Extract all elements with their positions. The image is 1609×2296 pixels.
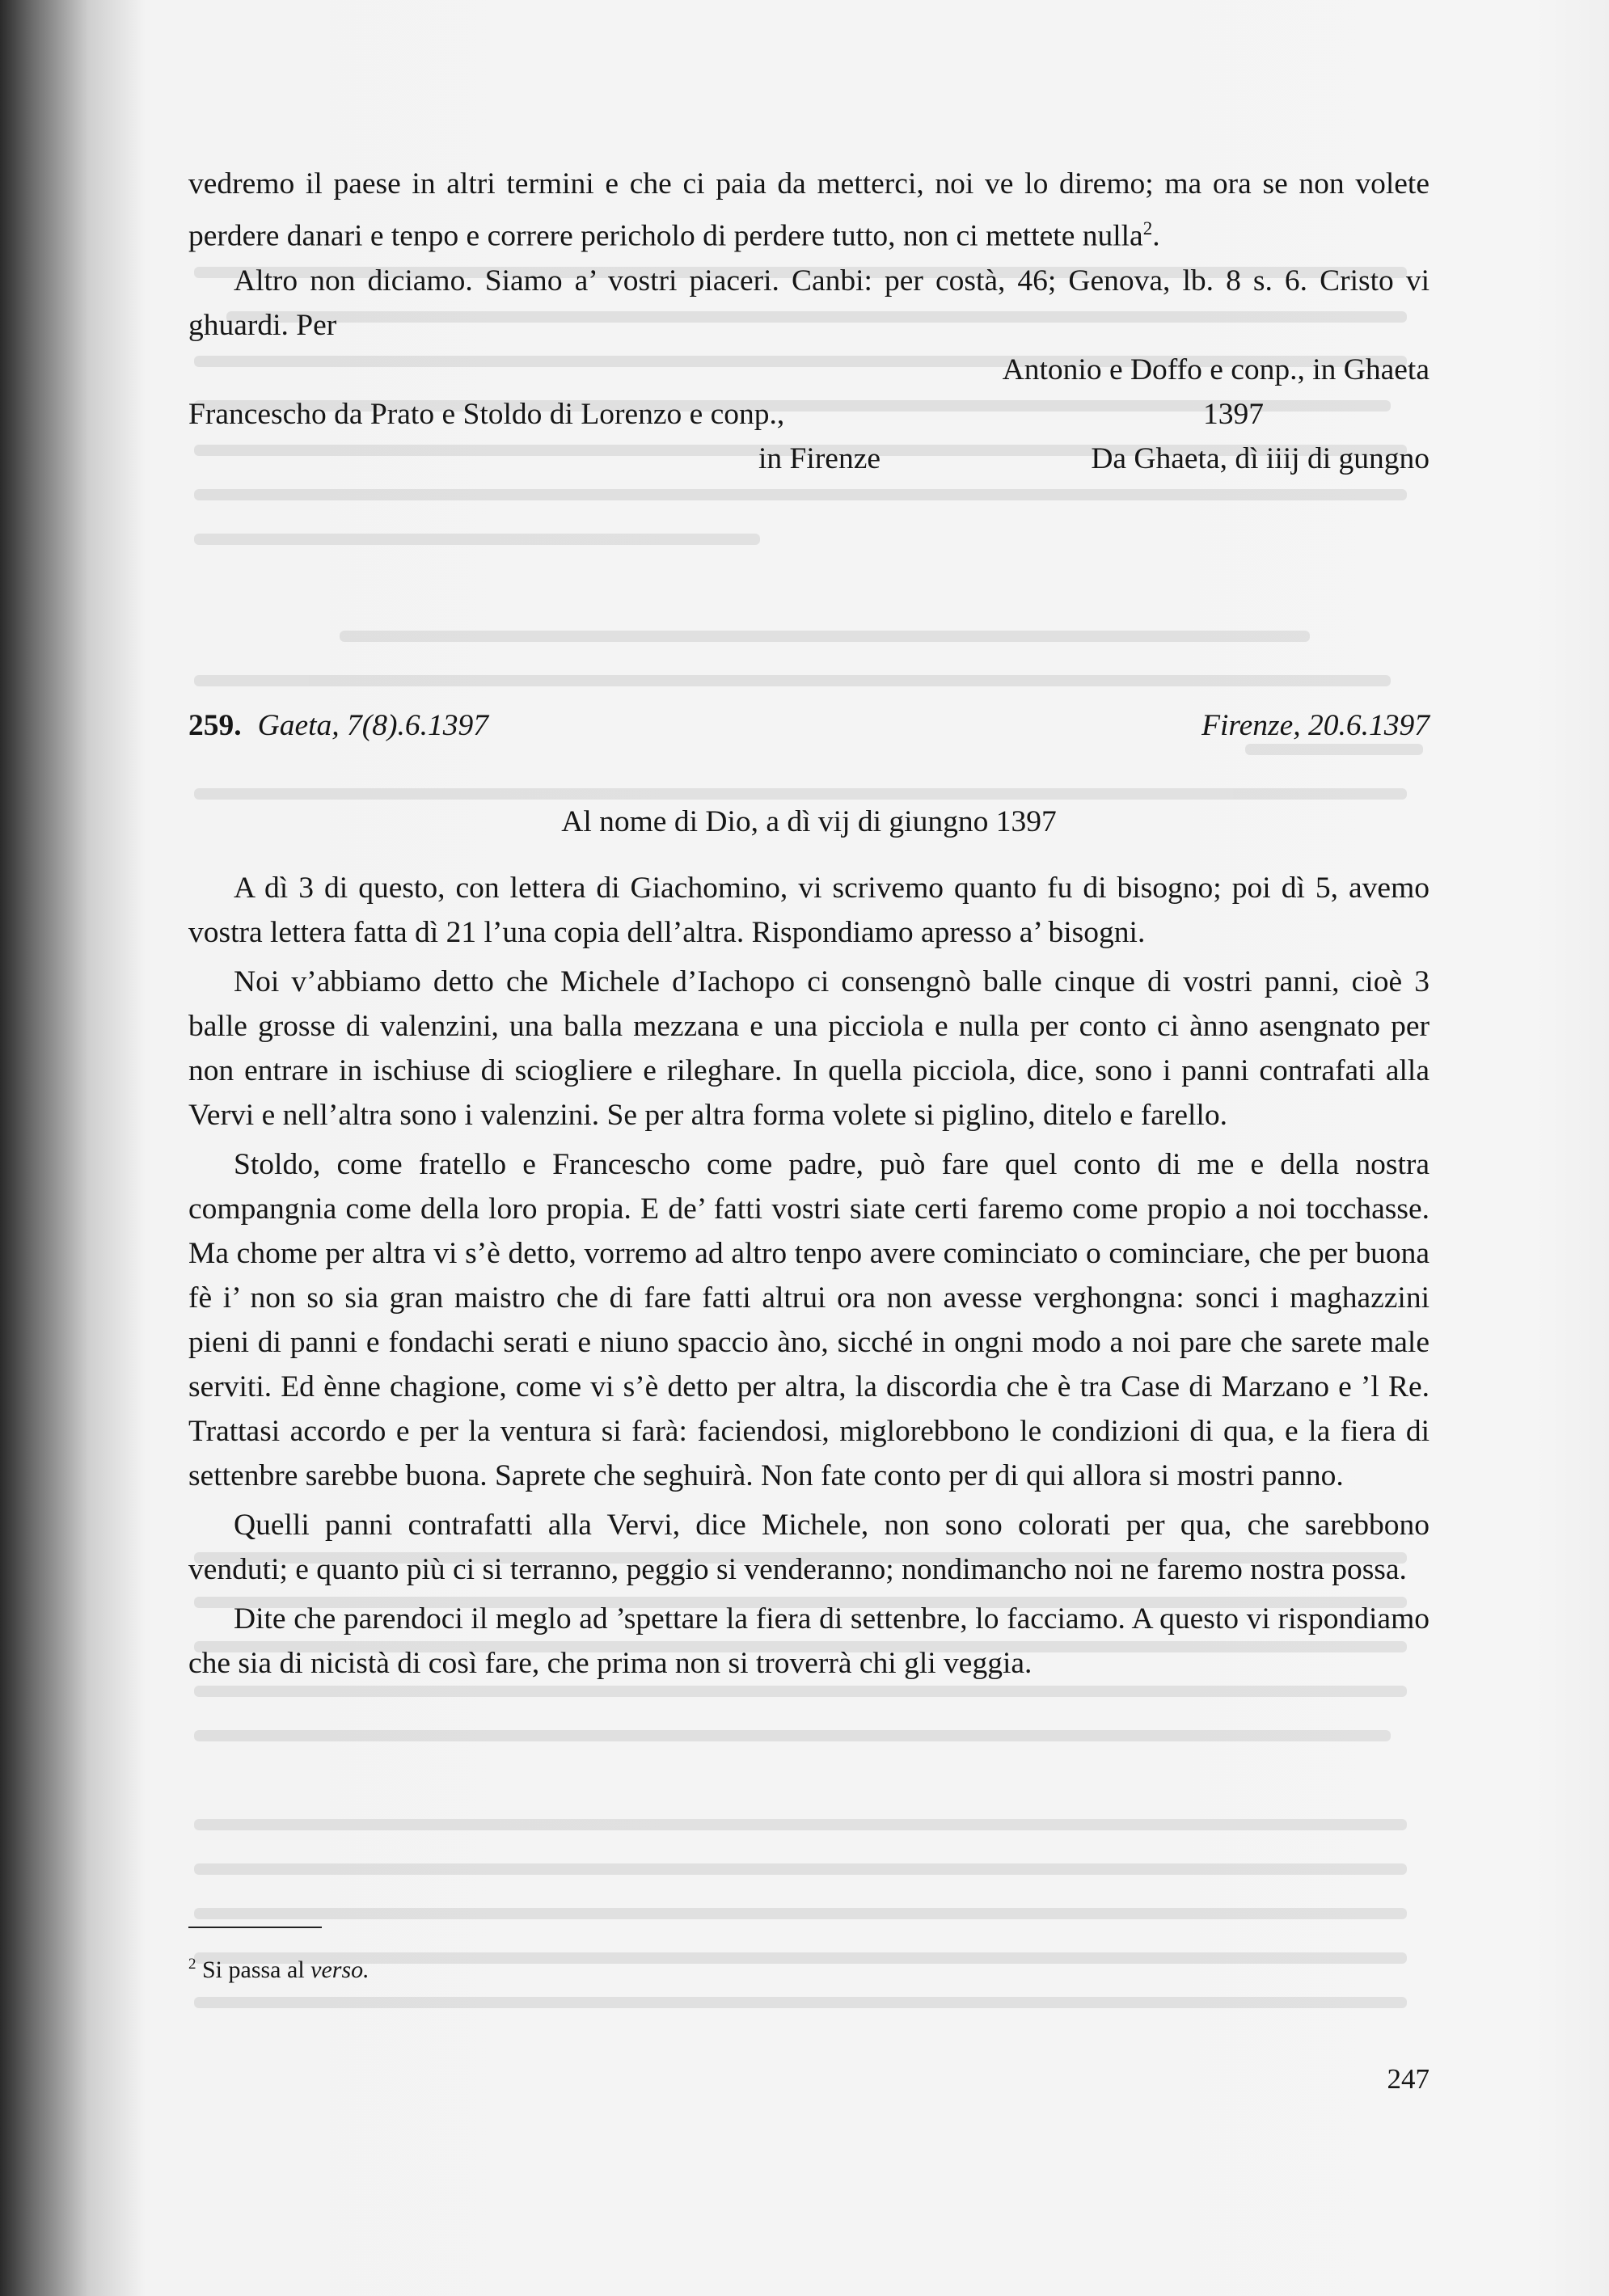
closing-greeting: Altro non diciamo. Siamo a’ vostri piaceri. Canbi: per costà, 46; Genova, lb. 8 s. 6. Cristo vi ghuardi. Per (188, 264, 1430, 342)
sender-line: Antonio e Doffo e conp., in Ghaeta (1002, 352, 1430, 386)
letter-header (188, 703, 1430, 748)
recipient-place: in Firenze (758, 441, 881, 475)
recipient: Francescho da Prato e Stoldo di Lorenzo e conp., (188, 397, 785, 431)
origin-date: Da Ghaeta, dì iiij di gungno (1091, 441, 1430, 475)
salutation: Al nome di Dio, a dì vij di giungno 1397 (561, 805, 1057, 838)
footnote-italic: verso. (310, 1956, 370, 1983)
paragraph: Stoldo, come fratello e Francescho come padre, può fare quel conto di me e della nostra compangnia come della loro propia. E de’ fatti vostri siate certi faremo come propio a noi tocchasse. Ma chome per altra vi s’è detto, vorremo ad altro tenpo avere cominciato o cominciare, che per buona fè i’ non so sia gran maistro che di fare fatti altrui ora non avesse verghongna: sonci i maghazzini pieni di panni e fondachi serati e niuno spaccio àno, sicché in ongni modo a noi pare che sarete male serviti. Ed ènne chagione, come vi s’è detto per altra, la discordia che è tra Case di Marzano e ’l Re. Trattasi accordo e per la ventura si farà: faciendosi, miglorebbono le condizioni di qua, e la fiera di settenbre sarebbe buona. Saprete che seghuirà. Non fate conto per di qui allora si mostri panno. (188, 1148, 1430, 1492)
previous-letter-end (188, 162, 1430, 481)
place-date-line (188, 437, 1430, 481)
paragraph: A dì 3 di questo, con lettera di Giachomino, vi scrivemo quanto fu di bisogno; poi dì 5, avemo vostra lettera fatta dì 21 l’una copia dell’altra. Rispondiamo apresso a’ bisogni. (188, 872, 1430, 949)
paragraph: Dite che parendoci il meglo ad ’spettare la fiera di settenbre, lo facciamo. A questo vi rispondiamo che sia di nicistà di così fare, che prima non si troverrà chi gli veggia. (188, 1602, 1430, 1680)
footnote-mark: 2 (188, 1956, 196, 1973)
paragraph: Noi v’abbiamo detto che Michele d’Iachopo ci consengnò balle cinque di vostri panni, cioè 3 balle grosse di valenzini, una balla mezzana e una picciola e nulla per conto ci ànno asengnato per non entrare in ischiuse di sciogliere e rileghare. In quella picciola, dice, sono i panni contrafati alla Vervi e nell’altra sono i valenzini. Se per altra forma volete si piglino, ditelo e farello. (188, 965, 1430, 1132)
footnote (188, 1948, 370, 1986)
paragraph: Quelli panni contrafatti alla Vervi, dice Michele, non sono colorati per qua, che sarebbono venduti; e quanto più ci si terranno, peggio si venderanno; nondimancho noi ne faremo nostra possa. (188, 1509, 1430, 1586)
recipient-year: 1397 (1203, 397, 1264, 431)
letter-origin: Gaeta, 7(8).6.1397 (257, 709, 488, 742)
letter-number: 259. (188, 709, 242, 742)
footnote-text: Si passa al (202, 1956, 305, 1983)
footnote-rule (188, 1927, 322, 1928)
page-number: 247 (1387, 2063, 1430, 2095)
letter-body (188, 866, 1430, 1690)
closing-paragraph: vedremo il paese in altri termini e che ci paia da metterci, noi ve lo diremo; ma ora se non volete perdere danari e tenpo e correre pericholo di perdere tutto, non ci mettete nulla$^2$. (188, 167, 1430, 253)
recipient-line (188, 392, 1430, 437)
footnote-ref: 2 (1142, 218, 1153, 238)
letter-destination: Firenze, 20.6.1397 (1201, 709, 1430, 742)
